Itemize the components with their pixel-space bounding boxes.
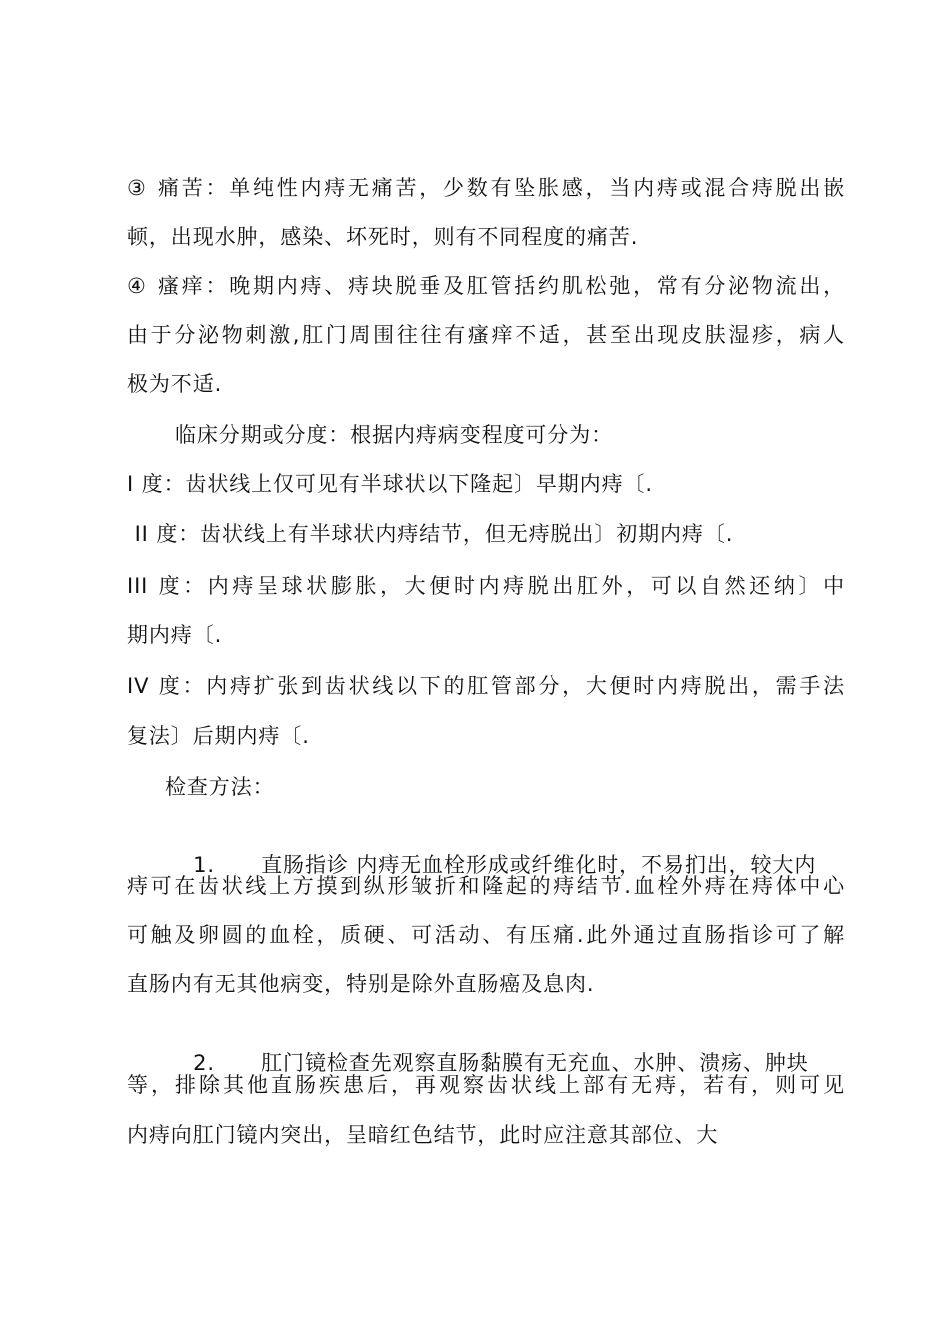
list-number: 2. bbox=[193, 1051, 215, 1075]
list-item bbox=[178, 823, 816, 879]
paragraph-line: 痔可在齿状线上方摸到纵形皱折和隆起的痔结节.血栓外痔在痔体中心 bbox=[127, 874, 845, 898]
paragraph-line: 极为不适. bbox=[127, 372, 223, 396]
paragraph-line: ④ 瘙痒：晚期内痔、痔块脱垂及肛管括约肌松弛，常有分泌物流出， bbox=[127, 274, 845, 298]
grade-item: II 度：齿状线上有半球状内痔结节，但无痔脱出〕初期内痔〔. bbox=[127, 522, 734, 546]
paragraph-line: 由于分泌物刺激,肛门周围往往有瘙痒不适，甚至出现皮肤湿疹，病人 bbox=[127, 323, 845, 347]
paragraph-line: 复法〕后期内痔〔. bbox=[127, 724, 310, 748]
grade-item: I 度：齿状线上仅可见有半球状以下隆起〕早期内痔〔. bbox=[127, 472, 653, 496]
grade-item: IV 度：内痔扩张到齿状线以下的肛管部分，大便时内痔脱出，需手法 bbox=[127, 674, 845, 698]
paragraph-line: 等，排除其他直肠疾患后，再观察齿状线上部有无痔，若有，则可见 bbox=[127, 1073, 845, 1097]
list-number: 1. bbox=[193, 853, 215, 877]
paragraph-line: 可触及卵圆的血栓，质硬、可活动、有压痛.此外通过直肠指诊可了解 bbox=[127, 923, 845, 947]
paragraph-line: 期内痔〔. bbox=[127, 623, 223, 647]
section-heading: 检查方法： bbox=[165, 775, 275, 799]
paragraph-line: 直肠内有无其他病变，特别是除外直肠癌及息肉. bbox=[127, 972, 595, 996]
list-item bbox=[178, 1021, 809, 1077]
paragraph-line: 顿，出现水肿，感染、坏死时，则有不同程度的痛苦. bbox=[127, 225, 639, 249]
paragraph-line: 内痔向肛门镜内突出，呈暗红色结节，此时应注意其部位、大 bbox=[127, 1123, 719, 1147]
grade-item: III 度：内痔呈球状膨胀，大便时内痔脱出肛外，可以自然还纳〕中 bbox=[127, 574, 845, 598]
paragraph-line: ③ 痛苦：单纯性内痔无痛苦，少数有坠胀感，当内痔或混合痔脱出嵌 bbox=[127, 176, 845, 200]
list-text: 直肠指诊 内痔无血栓形成或纤维化时，不易扪出，较大内 bbox=[261, 853, 817, 877]
list-text: 肛门镜检查先观察直肠黏膜有无充血、水肿、溃疡、肿块 bbox=[261, 1051, 809, 1075]
section-heading: 临床分期或分度：根据内痔病变程度可分为： bbox=[175, 423, 613, 447]
